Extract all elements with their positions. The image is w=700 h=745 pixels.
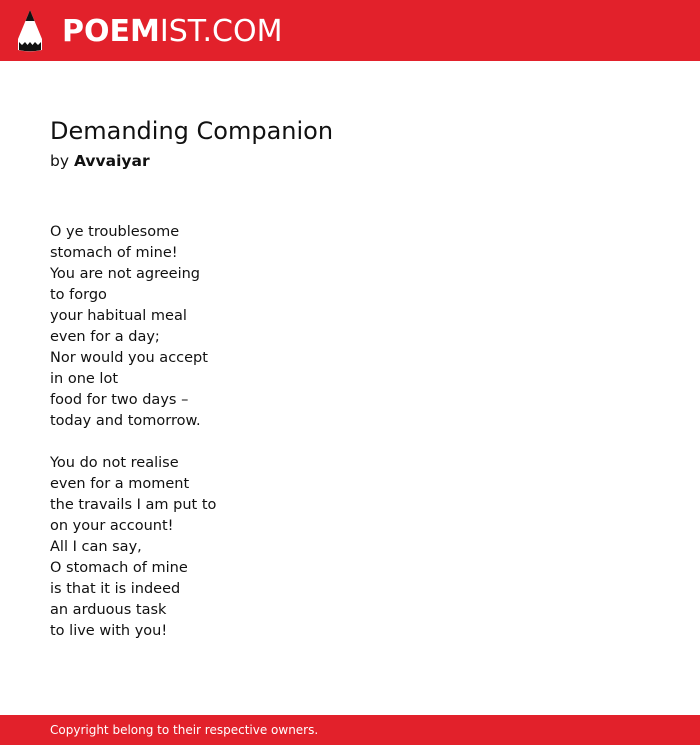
poem-line: stomach of mine!: [50, 245, 178, 261]
poem-line: even for a day;: [50, 329, 160, 345]
poem-byline: [50, 150, 650, 172]
poem-title: Demanding Companion: [50, 117, 334, 145]
poem-line: Nor would you accept: [50, 350, 208, 366]
brand-wordmark: [62, 14, 283, 49]
poem-line: in one lot: [50, 371, 119, 387]
brand-light-text: IST.COM: [159, 14, 283, 49]
poem-line: O stomach of mine: [50, 560, 188, 576]
pencil-tip-icon: [16, 9, 44, 53]
poem-line: You do not realise: [50, 455, 179, 471]
poem-line: the travails I am put to: [50, 497, 217, 513]
stanza-2: [50, 453, 650, 642]
poem-line: All I can say,: [50, 539, 142, 555]
poem-line: to forgo: [50, 287, 107, 303]
site-header: [0, 0, 700, 61]
stanza-1: [50, 222, 650, 432]
site-logo-link[interactable]: [16, 8, 282, 54]
poem-line: an arduous task: [50, 602, 167, 618]
poem-line: is that it is indeed: [50, 581, 181, 597]
poem-body: [50, 222, 650, 642]
poem-line: to live with you!: [50, 623, 168, 639]
poem-line: on your account!: [50, 518, 174, 534]
poem-line: your habitual meal: [50, 308, 187, 324]
poem-content: [50, 112, 650, 642]
poem-line: today and tomorrow.: [50, 413, 201, 429]
brand-strong-text: POEM: [62, 14, 160, 49]
author-link[interactable]: Avvaiyar: [73, 152, 150, 170]
by-label: by: [50, 152, 70, 170]
poem-line: food for two days –: [50, 392, 189, 408]
poem-line: You are not agreeing: [50, 266, 201, 282]
poem-line: O ye troublesome: [50, 224, 180, 240]
copyright-notice: Copyright belong to their respective owners.: [50, 723, 319, 737]
site-footer: [0, 715, 700, 745]
poem-line: even for a moment: [50, 476, 190, 492]
